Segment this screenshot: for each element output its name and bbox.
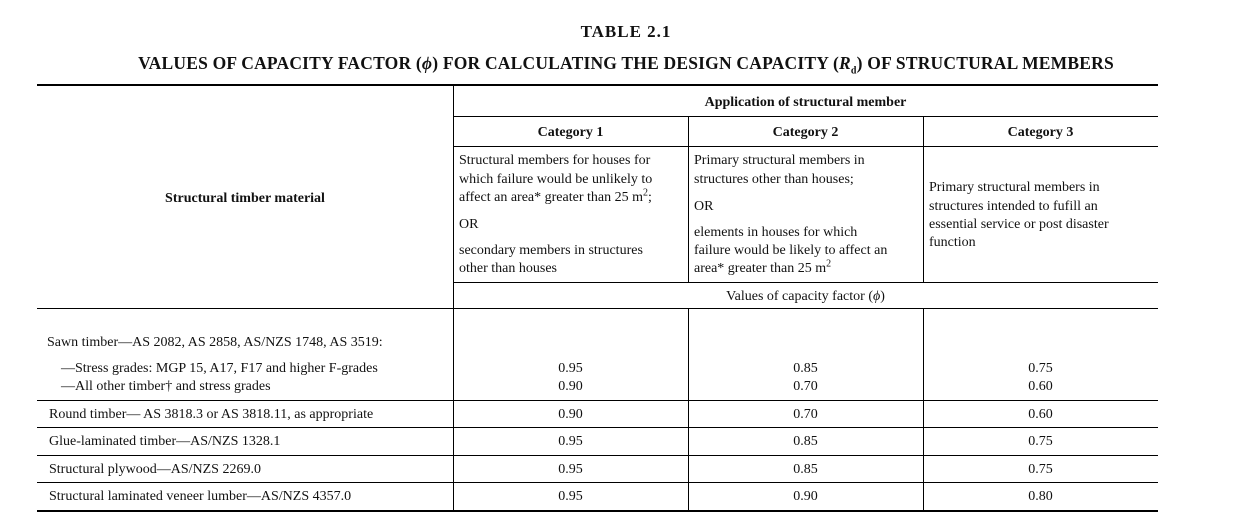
application-header: Application of structural member (704, 95, 907, 110)
sawn-other-cat2-value: 0.70 (793, 379, 818, 394)
round-cat1-value: 0.90 (558, 407, 583, 422)
table-number: TABLE 2.1 (580, 22, 672, 41)
lvl-cat3-value: 0.80 (1028, 489, 1053, 504)
lvl-cat1-value: 0.95 (558, 489, 583, 504)
round-cat3-value: 0.60 (1028, 407, 1053, 422)
category-3-header: Category 3 (1007, 125, 1074, 140)
glulam-cat1-value: 0.95 (558, 434, 583, 449)
round-cat2-value: 0.70 (793, 407, 818, 422)
glulam-cat3-value: 0.75 (1028, 434, 1053, 449)
row-rule-4 (37, 482, 1158, 483)
sawn-timber-stress-grades: —Stress grades: MGP 15, A17, F17 and higher F-grades (61, 361, 378, 376)
plywood-cat3-value: 0.75 (1028, 462, 1053, 477)
sawn-stress-cat3-value: 0.75 (1028, 361, 1053, 376)
values-of-capacity-factor-label: Values of capacity factor (ϕ) (726, 289, 885, 304)
header-bottom-rule (37, 308, 1158, 309)
lvl-label: Structural laminated veneer lumber—AS/NZS 4357.0 (49, 489, 352, 504)
sawn-stress-cat1-value: 0.95 (558, 361, 583, 376)
table-title: VALUES OF CAPACITY FACTOR (ϕ) FOR CALCULATING THE DESIGN CAPACITY $(R_d)$ OF STRUCTURAL MEMBERS (138, 53, 1114, 77)
plywood-label: Structural plywood—AS/NZS 2269.0 (49, 462, 261, 477)
values-rule (453, 282, 1158, 283)
bottom-rule (37, 510, 1158, 512)
row-rule-2 (37, 427, 1158, 428)
sawn-timber-heading: Sawn timber—AS 2082, AS 2858, AS/NZS 1748, AS 3519: (47, 335, 383, 350)
lvl-cat2-value: 0.90 (793, 489, 818, 504)
application-rule (453, 116, 1158, 117)
category-1-header: Category 1 (537, 125, 604, 140)
row-rule-3 (37, 455, 1158, 456)
glulam-cat2-value: 0.85 (793, 434, 818, 449)
glulam-label: Glue-laminated timber—AS/NZS 1328.1 (49, 434, 281, 449)
sawn-other-cat3-value: 0.60 (1028, 379, 1053, 394)
top-rule (37, 84, 1158, 86)
category-2-header: Category 2 (772, 125, 839, 140)
row-rule-1 (37, 400, 1158, 401)
round-timber-label: Round timber— AS 3818.3 or AS 3818.11, as appropriate (49, 407, 374, 422)
material-column-header: Structural timber material (165, 191, 325, 206)
plywood-cat2-value: 0.85 (793, 462, 818, 477)
sawn-stress-cat2-value: 0.85 (793, 361, 818, 376)
sawn-timber-other: —All other timber† and stress grades (61, 379, 271, 394)
plywood-cat1-value: 0.95 (558, 462, 583, 477)
sawn-other-cat1-value: 0.90 (558, 379, 583, 394)
category-rule (453, 146, 1158, 147)
